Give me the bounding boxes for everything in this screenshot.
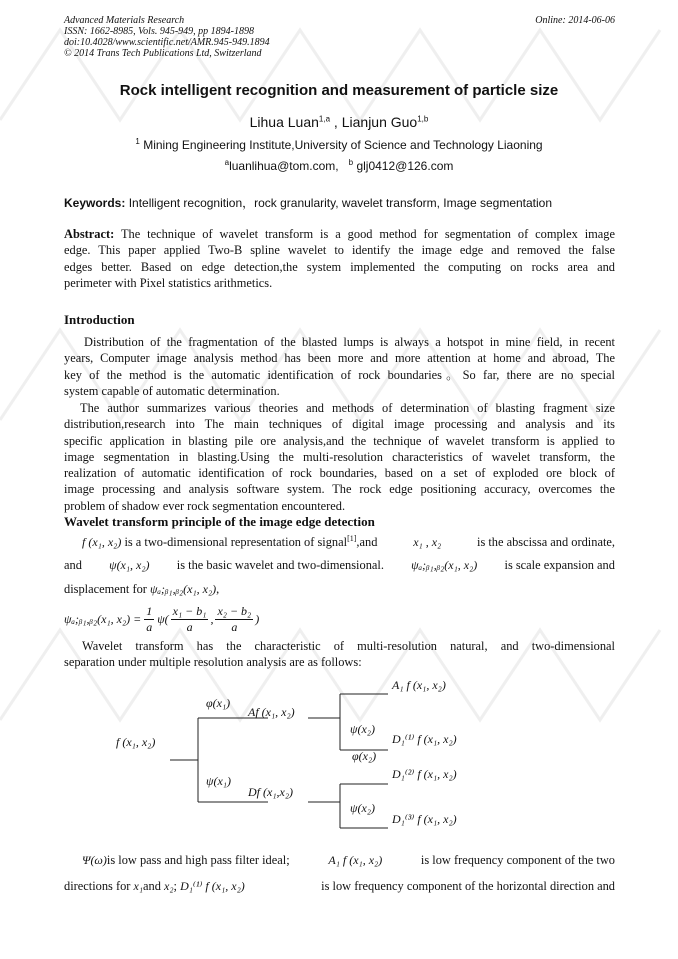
math-psi-ab: ψₐ;ᵦ₁,ᵦ₂(x₁, x₂) [411, 558, 478, 572]
email-b-sup: b [348, 158, 354, 167]
abstract-line: edge. This paper applied Two-B spline wavelet to identify the image edge and removed the false [64, 243, 615, 258]
denominator: a [231, 620, 238, 634]
author-1-sup: 1,a [318, 114, 331, 124]
math-x1: x₁ [133, 879, 144, 893]
doi-line: doi:10.4028/www.scientific.net/AMR.945-949.1894 [64, 37, 270, 48]
text: is a two-dimensional representation of signal [124, 535, 348, 550]
denominator: a [186, 620, 193, 634]
text: ,and [356, 535, 378, 550]
math-A1f: A₁ f (x₁, x₂) [328, 853, 383, 867]
intro-line: problem of shadow ever rock segmentation encountered. [64, 498, 346, 513]
text: is the abscissa and ordinate, [477, 535, 615, 550]
text: and [143, 879, 161, 893]
online-date: Online: 2014-06-06 [535, 15, 615, 26]
diagram-phi-x1: φ(x₁) [206, 696, 231, 710]
diagram-D1-2: D₁⁽²⁾ f (x₁, x₂) [392, 767, 457, 781]
math-psi-ab: ψₐ;ᵦ₁,ᵦ₂(x₁, x₂) [150, 582, 217, 596]
section-heading-wavelet: Wavelet transform principle of the image edge detection [64, 514, 375, 529]
text: and [64, 558, 82, 572]
text: is the basic wavelet and two-dimensional. [176, 558, 384, 572]
keywords-text: Intelligent recognition，rock granularity, wavelet transform, Image segmentation [128, 196, 553, 210]
text: , [216, 582, 220, 596]
text: directions for [64, 879, 131, 893]
affiliation-sup: 1 [135, 137, 140, 146]
text: displacement for [64, 582, 147, 596]
email-a: luanlihua@tom.com, [229, 159, 339, 173]
math-f: f (x₁, x₂) [82, 535, 122, 550]
text: is low frequency component of the two [420, 853, 615, 867]
wavelet-line: separation under multiple resolution analysis are as follows: [64, 655, 362, 670]
close-paren: ) [255, 612, 260, 626]
diagram-psi-x2-a: ψ(x₂) [350, 722, 375, 736]
abstract-line: edges better. Based on edge detection,the system implemented the computing on rocks area and [64, 259, 615, 274]
diagram-D1-1: D₁⁽¹⁾ f (x₁, x₂) [392, 732, 457, 746]
diagram-D1-3: D₁⁽³⁾ f (x₁, x₂) [392, 812, 457, 826]
citation-ref: [1] [347, 534, 357, 543]
author-separator: , [330, 114, 342, 130]
intro-line: key of the method is the automatic identification of rock boundaries。So far, there are no special [64, 367, 615, 382]
intro-line: distribution,research into The main techniques of digital image processing and analysis and its [64, 417, 615, 432]
text: is scale expansion and [504, 558, 615, 572]
math-psi: ψ(x₁, x₂) [109, 558, 150, 572]
math-x12: x₁ , x₂ [413, 535, 442, 550]
section-heading-introduction: Introduction [64, 312, 135, 327]
email-a-sup: a [224, 158, 230, 167]
psi-open: ψ( [157, 612, 169, 626]
author-2: Lianjun Guo [341, 114, 418, 130]
email-b: glj0412@126.com [356, 159, 454, 173]
intro-line: realization of automatic identification of rock boundaries, based on a set of exploded ore block of [64, 466, 615, 481]
intro-line: image segmentation in blasting.Using the multi-resolution characteristics of wavelet transform, the [64, 449, 615, 464]
paper-title: Rock intelligent recognition and measurement of particle size [119, 82, 559, 99]
denominator: a [146, 620, 153, 634]
author-1: Lihua Luan [249, 114, 319, 130]
abstract-label: Abstract: [64, 227, 115, 241]
numerator: x₂ − b₂ [217, 604, 252, 618]
text: ; [173, 879, 177, 893]
wavelet-line: Wavelet transform has the characteristic of multi-resolution natural, and two-dimensional [82, 639, 615, 653]
intro-line: image processing and analysis software system. The rock edge positioning accuracy, overcomes the [64, 482, 615, 497]
math-D1: D₁⁽¹⁾ f (x₁, x₂) [180, 879, 245, 893]
intro-line: Distribution of the fragmentation of the blasted lumps is always a hotspot in mine field, in recent [84, 335, 615, 349]
text: is low frequency component of the horizontal direction and [321, 879, 615, 893]
bottom-line-2 [64, 879, 615, 894]
math-Psi: Ψ(ω) [82, 853, 107, 867]
author-2-sup: 1,b [417, 114, 429, 124]
keywords-label: Keywords: [64, 196, 126, 210]
intro-line: The author summarizes various theories and methods of determination of blasting fragment size [80, 401, 615, 415]
comma: , [210, 612, 214, 626]
formula-lhs: ψₐ;ᵦ₁,ᵦ₂(x₁, x₂) = [64, 612, 142, 626]
abstract-line: perimeter with Pixel statistics arithmetics. [64, 275, 273, 290]
intro-line: years, Computer image analysis method has been more and more attention at home and abroad, The [64, 351, 615, 366]
intro-line: specific application in blasting pile ore analysis,and the technique of wavelet transform is applied to [64, 433, 615, 448]
numerator: 1 [146, 604, 153, 618]
diagram-psi-x1: ψ(x₁) [206, 774, 231, 788]
intro-line: system capable of automatic determination. [64, 383, 280, 398]
journal-name: Advanced Materials Research [64, 15, 185, 26]
diagram-psi-x2-b: ψ(x₂) [350, 801, 375, 815]
text: is low pass and high pass filter ideal; [106, 853, 290, 867]
diagram-phi-x2: φ(x₂) [352, 749, 377, 763]
diagram-Af: Af (x₁, x₂) [248, 705, 295, 719]
copyright-line: © 2014 Trans Tech Publications Ltd, Switzerland [64, 48, 262, 59]
diagram-A1f: A₁ f (x₁, x₂) [392, 678, 446, 692]
diagram-root: f (x₁, x₂) [116, 735, 156, 749]
bottom-line-1 [64, 853, 615, 868]
issn-line: ISSN: 1662-8985, Vols. 945-949, pp 1894-1898 [64, 26, 254, 37]
affiliation-text: Mining Engineering Institute,University of Science and Technology Liaoning [143, 138, 543, 152]
math-x2: x₂ [164, 879, 174, 893]
diagram-Df: Df (x₁,x₂) [248, 785, 293, 799]
abstract-line: The technique of wavelet transform is a good method for segmentation of complex image [120, 227, 615, 241]
numerator: x₁ − b₁ [172, 604, 207, 618]
